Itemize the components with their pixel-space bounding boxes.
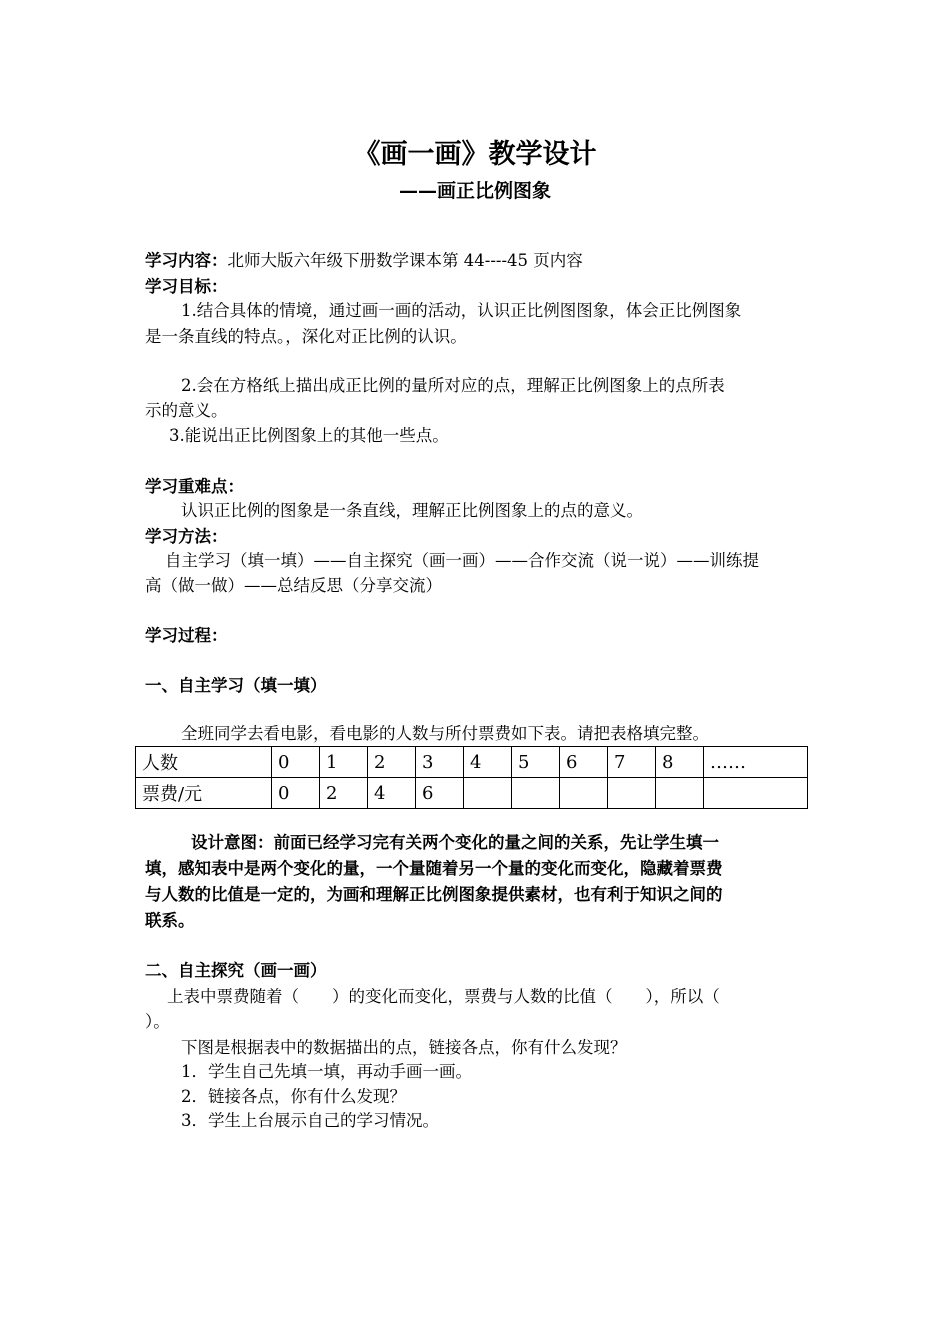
goal-1-line-1: 1.结合具体的情境，通过画一画的活动，认识正比例图图象，体会正比例图象 xyxy=(181,301,742,320)
table-cell xyxy=(560,778,608,809)
keypoints-text: 认识正比例的图象是一条直线，理解正比例图象上的点的意义。 xyxy=(181,501,643,520)
design-intent-line-4: 联系。 xyxy=(145,911,195,930)
table-cell: …… xyxy=(704,747,808,778)
design-intent-line-3: 与人数的比值是一定的，为画和理解正比例图象提供素材，也有利于知识之间的 xyxy=(145,885,723,904)
section-2-step-3: 3．学生上台展示自己的学习情况。 xyxy=(181,1111,439,1130)
table-cell: 4 xyxy=(464,747,512,778)
table-cell: 7 xyxy=(608,747,656,778)
process-label: 学习过程： xyxy=(145,626,228,645)
design-intent-line-1: 设计意图：前面已经学习完有关两个变化的量之间的关系，先让学生填一 xyxy=(191,833,719,852)
table-row-fee xyxy=(136,778,808,809)
people-fee-table xyxy=(135,746,808,809)
table-cell: 2 xyxy=(368,747,416,778)
table-cell: 5 xyxy=(512,747,560,778)
document-title: 《画一画》教学设计 xyxy=(353,139,597,170)
table-cell xyxy=(464,778,512,809)
section-2-question-line-1: 上表中票费随着（ ）的变化而变化，票费与人数的比值（ ），所以（ xyxy=(167,987,720,1006)
table-row-people xyxy=(136,747,808,778)
section-2-step-2: 2．链接各点，你有什么发现？ xyxy=(181,1087,406,1106)
section-2-question-line-2: ）。 xyxy=(145,1012,170,1031)
table-cell: 2 xyxy=(320,778,368,809)
goal-3: 3.能说出正比例图象上的其他一些点。 xyxy=(169,426,449,445)
table-cell xyxy=(656,778,704,809)
content-text: 北师大版六年级下册数学课本第 44----45 页内容 xyxy=(227,251,583,270)
table-cell: 3 xyxy=(416,747,464,778)
goal-2-line-1: 2.会在方格纸上描出成正比例的量所对应的点，理解正比例图象上的点所表 xyxy=(181,376,725,395)
goals-label: 学习目标： xyxy=(145,277,228,296)
methods-line-1: 自主学习（填一填）——自主探究（画一画）——合作交流（说一说）——训练提 xyxy=(165,551,759,570)
goal-2-line-2: 示的意义。 xyxy=(145,401,228,420)
document-subtitle: ——画正比例图象 xyxy=(398,180,551,202)
goal-1-line-2: 是一条直线的特点。，深化对正比例的认识。 xyxy=(145,327,467,346)
keypoints-label: 学习重难点： xyxy=(145,477,244,496)
table-cell xyxy=(608,778,656,809)
content-label: 学习内容： xyxy=(145,251,228,270)
table-cell: 6 xyxy=(560,747,608,778)
table-cell: 0 xyxy=(272,747,320,778)
methods-label: 学习方法： xyxy=(145,527,228,546)
section-2-step-1: 1．学生自己先填一填，再动手画一画。 xyxy=(181,1062,472,1081)
design-intent-line-2: 填，感知表中是两个变化的量，一个量随着另一个量的变化而变化，隐藏着票费 xyxy=(145,859,723,878)
table-cell: 1 xyxy=(320,747,368,778)
content-line xyxy=(145,248,810,274)
section-1-intro: 全班同学去看电影，看电影的人数与所付票费如下表。请把表格填完整。 xyxy=(181,724,709,743)
methods-line-2: 高（做一做）——总结反思（分享交流） xyxy=(145,576,442,595)
table-cell: 4 xyxy=(368,778,416,809)
section-2-question-line-3: 下图是根据表中的数据描出的点，链接各点，你有什么发现？ xyxy=(181,1038,627,1057)
table-cell: 8 xyxy=(656,747,704,778)
table-cell: 6 xyxy=(416,778,464,809)
section-1-heading: 一、自主学习（填一填） xyxy=(145,676,327,695)
table-cell: 0 xyxy=(272,778,320,809)
table-cell xyxy=(704,778,808,809)
table-cell: 票费/元 xyxy=(136,778,272,809)
section-2-heading: 二、自主探究（画一画） xyxy=(145,961,327,980)
table-cell xyxy=(512,778,560,809)
table-cell: 人数 xyxy=(136,747,272,778)
